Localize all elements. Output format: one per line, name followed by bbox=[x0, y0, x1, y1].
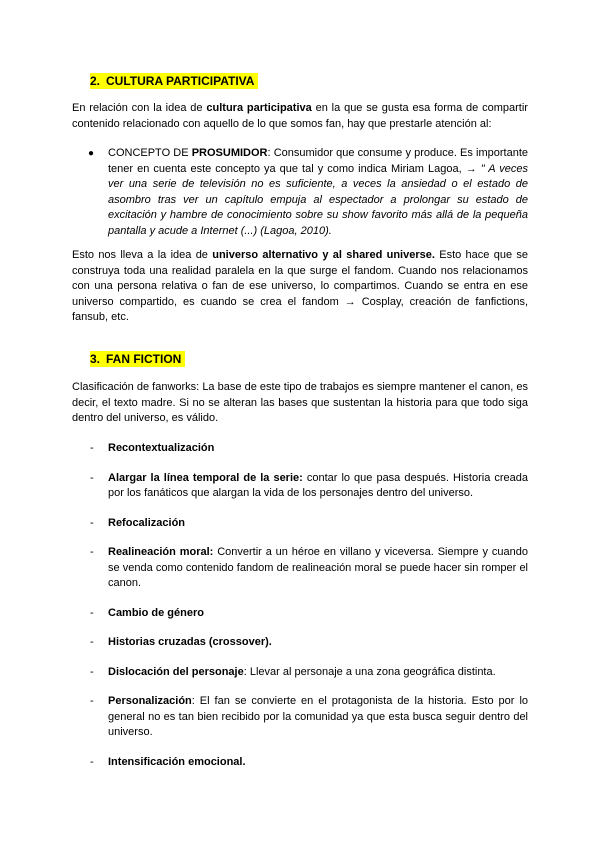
dash-marker: - bbox=[90, 546, 94, 558]
item-term: Historias cruzadas (crossover). bbox=[108, 636, 272, 648]
section-3-number: 3. bbox=[90, 352, 101, 366]
prosumer-bullet bbox=[88, 146, 528, 239]
intro-bold-term: cultura participativa bbox=[206, 102, 312, 114]
list-item bbox=[90, 694, 528, 741]
bullet-marker: ● bbox=[88, 148, 95, 159]
section-2-paragraph bbox=[72, 248, 528, 326]
bullet-lead: CONCEPTO DE bbox=[108, 147, 192, 159]
item-term: Dislocación del personaje bbox=[108, 665, 244, 678]
item-text: contar lo que pasa después. Historia creada por los fanáticos que alargan la vida de los personajes dentro del universo. bbox=[108, 471, 528, 499]
dash-marker: - bbox=[90, 471, 94, 484]
item-term: Recontextualización bbox=[108, 442, 215, 454]
section-3-title: FAN FICTION bbox=[106, 352, 182, 366]
section-2-title: CULTURA PARTICIPATIVA bbox=[106, 74, 255, 88]
lagoa-quote: → " A veces ver una serie de televisión no es suficiente, a veces la ansiedad o el estado de asombro tras ver un capítulo empuja al espectador a prolongar su estado de excitación y hambre de conocimiento sobre su show favorito más allá de la pequeña pantalla y acude a Internet (...) (Lagoa, 2010). bbox=[108, 162, 528, 237]
item-text: : El fan se convierte en el protagonista de la historia. Esto por lo general no es tan bien recibido por la comunidad ya que esta busca seguir dentro del universo. bbox=[108, 695, 528, 738]
item-term: Cambio de género bbox=[108, 606, 204, 619]
list-item bbox=[90, 441, 528, 457]
dash-marker: - bbox=[90, 636, 94, 648]
bullet-bold-term: PROSUMIDOR bbox=[191, 147, 268, 159]
list-item bbox=[90, 545, 528, 592]
fanworks-list bbox=[90, 441, 528, 784]
para-text-end: Esto hace que se construya toda una realidad paralela en la que surge el fandom. Cuando nos relacionamos con una persona relativa o fan de ese universo, lo compartimos. Cuando se entra en ese universo compartido, es cuando se crea el fandom → Cosplay, creación de fanfictions, fansub, etc. bbox=[72, 249, 528, 323]
section-2-heading bbox=[90, 73, 258, 89]
item-term: Intensificación emocional. bbox=[108, 755, 246, 768]
item-term: Alargar la línea temporal de la serie: bbox=[108, 471, 303, 484]
section-3-intro: Clasificación de fanworks: La base de este tipo de trabajos es siempre mantener el canon, es decir, el texto madre. Si no se alteran las bases que sustentan la historia para que todo siga dentro del universo, es válido. bbox=[72, 381, 528, 424]
list-item bbox=[90, 516, 528, 532]
dash-marker: - bbox=[90, 606, 94, 619]
section-3-heading bbox=[90, 351, 185, 367]
intro-text-end: en la que se gusta esa forma de compartir contenido relacionado con aquello de lo que somos fan, hay que prestarle atención al: bbox=[72, 102, 528, 130]
dash-marker: - bbox=[90, 695, 94, 707]
bullet-text: : Consumidor que consume y produce. Es importante tener en cuenta este concepto ya que tal y como indica Miriam Lagoa, bbox=[108, 147, 528, 175]
dash-marker: - bbox=[90, 665, 94, 678]
item-text: : Llevar al personaje a una zona geográfica distinta. bbox=[243, 665, 496, 678]
list-item bbox=[90, 471, 528, 502]
para-bold-term: universo alternativo y al shared universe. bbox=[212, 249, 435, 261]
section-2-intro bbox=[72, 101, 528, 132]
section-2-number: 2. bbox=[90, 74, 101, 88]
para-text: Esto nos lleva a la idea de bbox=[72, 249, 213, 261]
dash-marker: - bbox=[90, 442, 94, 454]
list-item bbox=[90, 606, 528, 622]
intro-text: En relación con la idea de bbox=[72, 102, 207, 114]
list-item bbox=[90, 755, 528, 771]
item-term: Personalización bbox=[108, 695, 192, 707]
item-text: Convertir a un héroe en villano y viceversa. Siempre y cuando se venda como contenido fandom de realineación moral se puede hacer sin romper el canon. bbox=[108, 546, 528, 589]
list-item bbox=[90, 665, 528, 681]
dash-marker: - bbox=[90, 755, 94, 768]
list-item bbox=[90, 635, 528, 651]
item-term: Realineación moral: bbox=[108, 546, 214, 558]
dash-marker: - bbox=[90, 516, 94, 529]
item-term: Refocalización bbox=[108, 516, 186, 529]
